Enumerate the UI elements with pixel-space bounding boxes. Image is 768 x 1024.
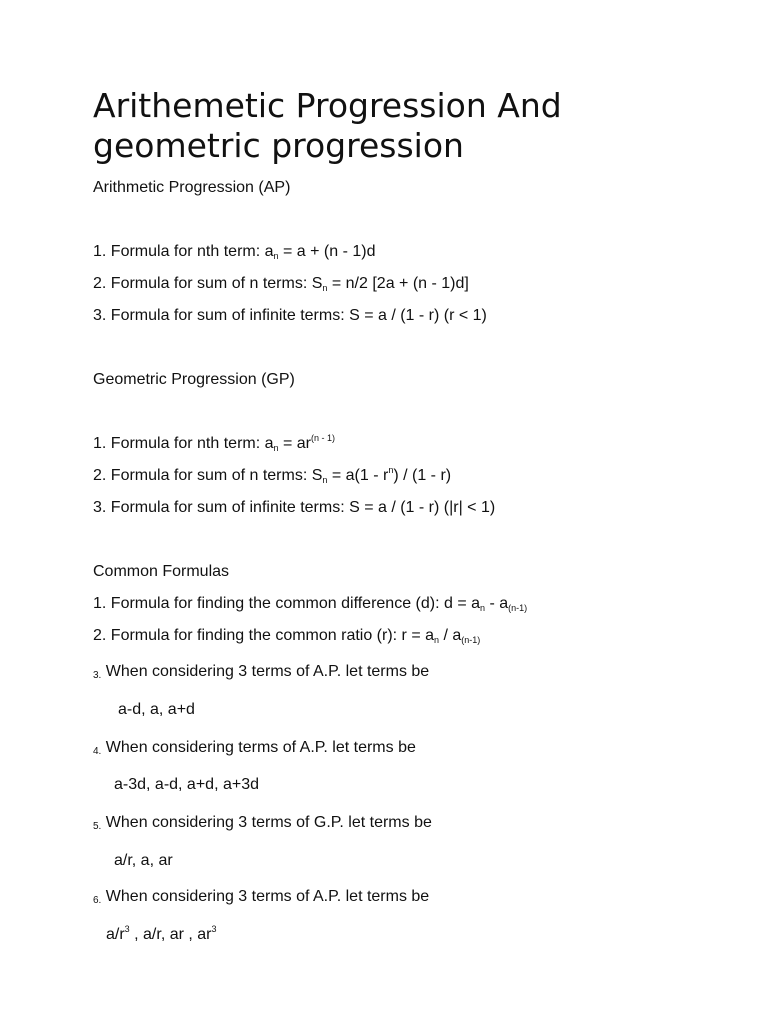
list-item-6-terms: $a/r^3$ , a/r, ar , $ar^3$ [106, 924, 217, 943]
list-item-5-terms: a/r, a, ar [114, 852, 173, 869]
list-item-6: 6. When considering 3 terms of A.P. let terms be [93, 888, 430, 906]
common-heading: Common Formulas [93, 563, 230, 580]
common-ratio-formula: 2. Formula for finding the common ratio (r): $r = a_n / a_{(n-1)}$ [93, 627, 481, 645]
gp-formula-nth-term: 1. Formula for nth term: $a_n = ar^{(n - 1)}$ [93, 433, 336, 453]
page-title [93, 86, 713, 166]
ap-heading: Arithmetic Progression (AP) [93, 179, 291, 196]
ap-formula-nth-term: 1. Formula for nth term: $a_n = a + (n - 1)d$ [93, 243, 376, 261]
list-item-4: 4. When considering terms of A.P. let terms be [93, 739, 416, 757]
gp-formula-sum-n: 2. Formula for sum of n terms: $S_n = a(1 - r^n) / (1 - r)$ [93, 465, 452, 485]
ap-formula-sum-infinite: 3. Formula for sum of infinite terms: S = a / (1 - r) (r < 1) [93, 307, 487, 324]
gp-formula-sum-infinite: 3. Formula for sum of infinite terms: S = a / (1 - r) (|r| < 1) [93, 499, 496, 516]
ap-formula-sum-n: 2. Formula for sum of n terms: $S_n = n/2$ [2a + (n - 1)d] [93, 275, 469, 293]
list-item-3: 3. When considering 3 terms of A.P. let terms be [93, 663, 430, 681]
title-line-2: geometric progression [93, 126, 464, 165]
list-item-5: 5. When considering 3 terms of G.P. let terms be [93, 814, 432, 832]
title-line-1: Arithemetic Progression And [93, 86, 562, 125]
list-item-3-terms: a-d, a, a+d [118, 701, 195, 718]
gp-heading: Geometric Progression (GP) [93, 371, 295, 388]
common-difference-formula: 1. Formula for finding the common difference (d): $d = a_n - a_{(n-1)}$ [93, 595, 528, 613]
list-item-4-terms: a-3d, a-d, a+d, a+3d [114, 776, 259, 793]
document-page [93, 86, 713, 945]
